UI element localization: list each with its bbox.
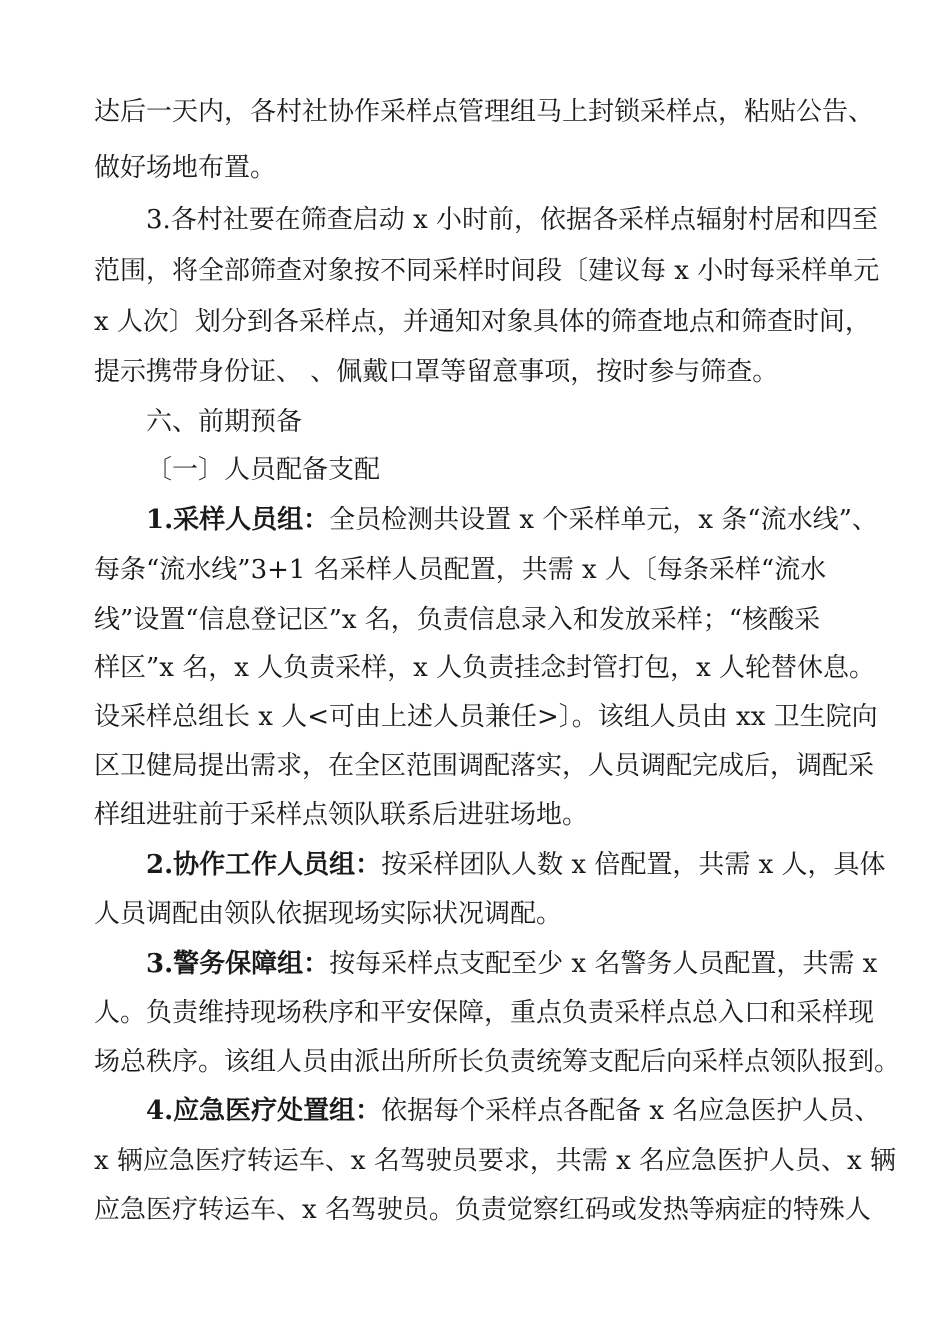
- item-label: 2.协作工作人员组：: [146, 850, 382, 880]
- paragraph-line: 范围，将全部筛查对象按不同采样时间段〔建议每 x 小时每采样单元: [94, 256, 880, 286]
- item-text: 全员检测共设置 x 个采样单元，x 条“流水线”、: [329, 505, 878, 535]
- paragraph-line: [0, 500, 950, 540]
- paragraph-line: 每条“流水线”3+1 名采样人员配置，共需 x 人〔每条采样“流水: [94, 555, 827, 585]
- section-heading: 六、前期预备: [146, 407, 303, 437]
- paragraph-line: 达后一天内，各村社协作采样点管理组马上封锁采样点，粘贴公告、: [94, 97, 875, 127]
- subsection-heading: 〔一〕人员配备支配: [146, 455, 381, 485]
- item-text: 依据每个采样点各配备 x 名应急医护人员、: [381, 1096, 881, 1126]
- item-label: 3.警务保障组：: [146, 949, 330, 979]
- paragraph-line: 应急医疗转运车、x 名驾驶员。负责觉察红码或发热等病症的特殊人: [94, 1195, 871, 1225]
- paragraph-line: x 辆应急医疗转运车、x 名驾驶员要求，共需 x 名应急医护人员、x 辆: [94, 1146, 896, 1176]
- paragraph-line: x 人次〕划分到各采样点，并通知对象具体的筛查地点和筛查时间，: [94, 307, 871, 337]
- paragraph-line: 场总秩序。该组人员由派出所所长负责统筹支配后向采样点领队报到。: [94, 1047, 901, 1077]
- paragraph-line: 区卫健局提出需求，在全区范围调配落实，人员调配完成后，调配采: [94, 751, 875, 781]
- paragraph-line: 3.各村社要在筛查启动 x 小时前，依据各采样点辐射村居和四至: [146, 205, 878, 235]
- item-text: 按采样团队人数 x 倍配置，共需 x 人，具体: [381, 850, 886, 880]
- paragraph-line: 线”设置“信息登记区”x 名，负责信息录入和发放采样；“核酸采: [94, 605, 821, 635]
- paragraph-line: 样区”x 名，x 人负责采样，x 人负责挂念封管打包，x 人轮替休息。: [94, 653, 876, 683]
- paragraph-line: 提示携带身份证、 、佩戴口罩等留意事项，按时参与筛查。: [94, 357, 779, 387]
- paragraph-line: 设采样总组长 x 人<可由上述人员兼任>〕。该组人员由 xx 卫生院向: [94, 702, 878, 732]
- paragraph-line: [0, 845, 950, 885]
- paragraph-line: [0, 1091, 950, 1131]
- paragraph-line: 样组进驻前于采样点领队联系后进驻场地。: [94, 800, 589, 830]
- paragraph-line: 做好场地布置。: [94, 153, 277, 183]
- paragraph-line: 人员调配由领队依据现场实际状况调配。: [94, 899, 563, 929]
- item-label: 1.采样人员组：: [146, 505, 330, 535]
- item-label: 4.应急医疗处置组：: [146, 1096, 382, 1126]
- paragraph-line: [0, 944, 950, 984]
- paragraph-line: 人。负责维持现场秩序和平安保障，重点负责采样点总入口和采样现: [94, 998, 875, 1028]
- item-text: 按每采样点支配至少 x 名警务人员配置，共需 x: [329, 949, 878, 979]
